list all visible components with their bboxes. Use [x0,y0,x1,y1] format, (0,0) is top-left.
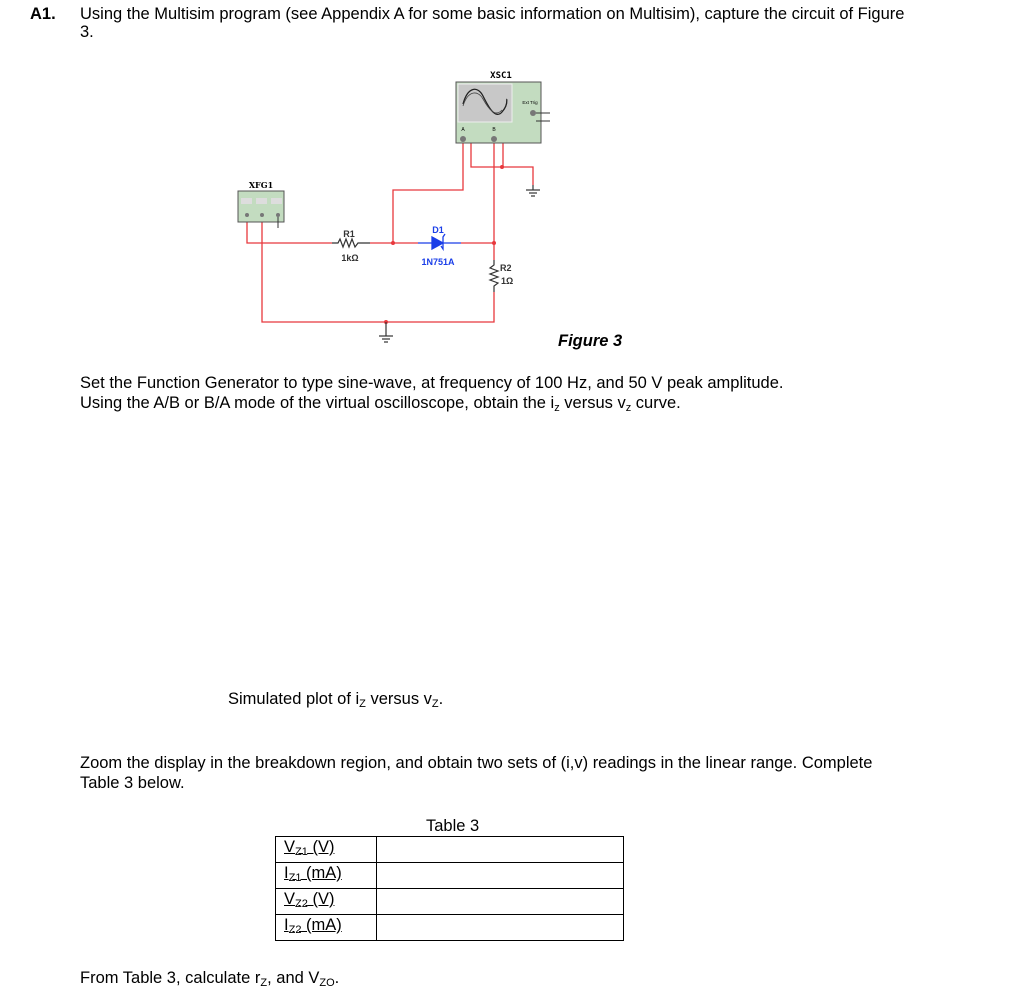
value-cell[interactable] [377,915,624,941]
question-number: A1. [30,5,56,23]
channel-a-label: A [461,127,465,133]
zoom-instruction-1: Zoom the display in the breakdown region, and obtain two sets of (i,v) readings in the linear range. Complete [80,754,873,772]
plot-caption: Simulated plot of $i_Z$ versus $v_Z$. [228,690,444,710]
value-cell[interactable] [377,889,624,915]
r1-value: 1kΩ [341,253,359,263]
zener-diode-d1 [418,234,461,249]
table-3 [275,836,624,941]
table-row: $V_{Z1}$ (V) [276,837,624,863]
question-intro-cont: 3. [80,23,94,41]
oscilloscope-xsc1 [456,82,550,143]
circuit-figure [0,0,1024,360]
function-generator-xfg1 [238,191,284,228]
r1-name: R1 [343,229,355,239]
value-cell[interactable] [377,837,624,863]
r2-name: R2 [500,263,512,273]
zoom-instruction-2: Table 3 below. [80,774,185,792]
r2-value: 1Ω [501,276,514,286]
resistor-r2 [490,260,498,292]
instruction-line-2: Using the A/B or B/A mode of the virtual oscilloscope, obtain the $i_z$ versus $v_z$ curve. [80,394,681,414]
ground-icon [379,185,540,342]
d1-name: D1 [432,225,444,235]
table-row: $V_{Z2}$ (V) [276,889,624,915]
resistor-r1 [332,239,370,247]
table-row: $I_{Z2}$ (mA) [276,915,624,941]
d1-model: 1N751A [421,257,455,267]
final-instruction: From Table 3, calculate $r_Z$, and $V_{ZO}$. [80,969,340,989]
instruction-line-1: Set the Function Generator to type sine-wave, at frequency of 100 Hz, and 50 V peak amplitude. [80,374,784,392]
generator-label: XFG1 [248,180,274,190]
value-cell[interactable] [377,863,624,889]
question-intro: Using the Multisim program (see Appendix A for some basic information on Multisim), capture the circuit of Figure [80,5,905,23]
figure-caption: Figure 3 [558,332,623,350]
oscilloscope-label: XSC1 [490,71,512,81]
table-row: $I_{Z1}$ (mA) [276,863,624,889]
channel-b-label: B [492,127,496,133]
ext-trig-label: Ext Trig [522,100,538,105]
table-title: Table 3 [426,817,480,835]
wires [247,140,533,322]
